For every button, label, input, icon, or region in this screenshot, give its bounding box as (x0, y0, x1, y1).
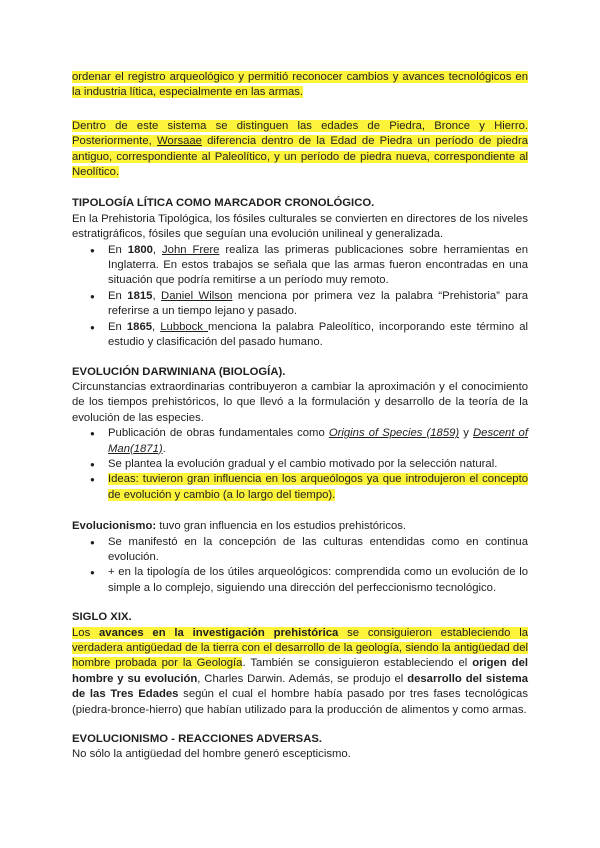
list-darwiniana (72, 426, 528, 503)
worsaae-name: Worsaae (156, 135, 202, 148)
paragraph-edades: Dentro de este sistema se distinguen las edades de Piedra, Bronce y Hierro. Posteriormente, Worsaae diferencia dentro de la Edad de Piedra un período de piedra antiguo, correspondiente al Paleolítico, y un período de piedra nueva, correspondiente al Neolítico. (72, 119, 528, 179)
list-item: ● Se manifestó en la concepción de las culturas entendidas como en continua evolución. (108, 535, 528, 566)
list-item: ● En 1800, John Frere realiza las primeras publicaciones sobre herramientas en Inglaterra. En estos trabajos se señala que las armas fueron encontradas en una situación que podría remitirse a un período muy remoto. (108, 243, 528, 289)
list-tipologia (72, 243, 528, 351)
document-body (72, 70, 528, 763)
heading-tipologia: TIPOLOGÍA LÍTICA COMO MARCADOR CRONOLÓGICO. (72, 197, 375, 210)
paragraph-siglo-xix: Los avances en la investigación prehistórica se consiguieron estableciendo la verdadera antigüedad de la tierra con el desarrollo de la geología, siendo la antigüedad del hombre probada por la Geología. También se consiguieron estableciendo el origen del hombre y su evolución, Charles Darwin. Además, se produjo el desarrollo del sistema de las Tres Edades según el cual el hombre había pasado por tres fases tecnológicas (piedra-bronce-hierro) que habían utilizado para la producción de alimentos y como armas. (72, 626, 528, 716)
list-item: ● Publicación de obras fundamentales como Origins of Species (1859) y Descent of Man(1871). (108, 426, 528, 457)
list-item: ● En 1815, Daniel Wilson menciona por primera vez la palabra “Prehistoria” para referirse a un tiempo lejano y pasado. (108, 289, 528, 320)
list-item: ● Se plantea la evolución gradual y el cambio motivado por la selección natural. (108, 457, 528, 472)
heading-siglo-xix: SIGLO XIX. (72, 611, 132, 624)
paragraph-reacciones: No sólo la antigüedad del hombre generó escepticismo. (72, 748, 351, 761)
paragraph-darwiniana: Circunstancias extraordinarias contribuyeron a cambiar la aproximación y el conocimiento de los tiempos prehistóricos, lo que llevó a la formulación y desarrollo de la teoría de la evolución de las especies. (72, 380, 528, 424)
list-evolucionismo (72, 535, 528, 597)
heading-reacciones: EVOLUCIONISMO - REACCIONES ADVERSAS. (72, 733, 323, 746)
paragraph-evolucionismo: Evolucionismo: tuvo gran influencia en los estudios prehistóricos. (72, 520, 407, 533)
paragraph-registro: ordenar el registro arqueológico y permitió reconocer cambios y avances tecnológicos en la industria lítica, especialmente en las armas. (72, 71, 528, 99)
list-item: ● Ideas: tuvieron gran influencia en los arqueólogos ya que introdujeron el concepto de evolución y cambio (a lo largo del tiempo). (108, 472, 528, 503)
paragraph-tipologia: En la Prehistoria Tipológica, los fósiles culturales se convierten en directores de los niveles estratigráficos, fósiles que seguían una evolución unilineal y generalizada. (72, 212, 528, 241)
heading-darwiniana: EVOLUCIÓN DARWINIANA (BIOLOGÍA). (72, 365, 286, 378)
list-item: ● En 1865, Lubbock menciona la palabra Paleolítico, incorporando este término al estudio y clasificación del pasado humano. (108, 320, 528, 351)
list-item: ● + en la tipología de los útiles arqueológicos: comprendida como un evolución de lo simple a lo complejo, siguiendo una dirección del perfeccionismo tecnológico. (108, 565, 528, 596)
